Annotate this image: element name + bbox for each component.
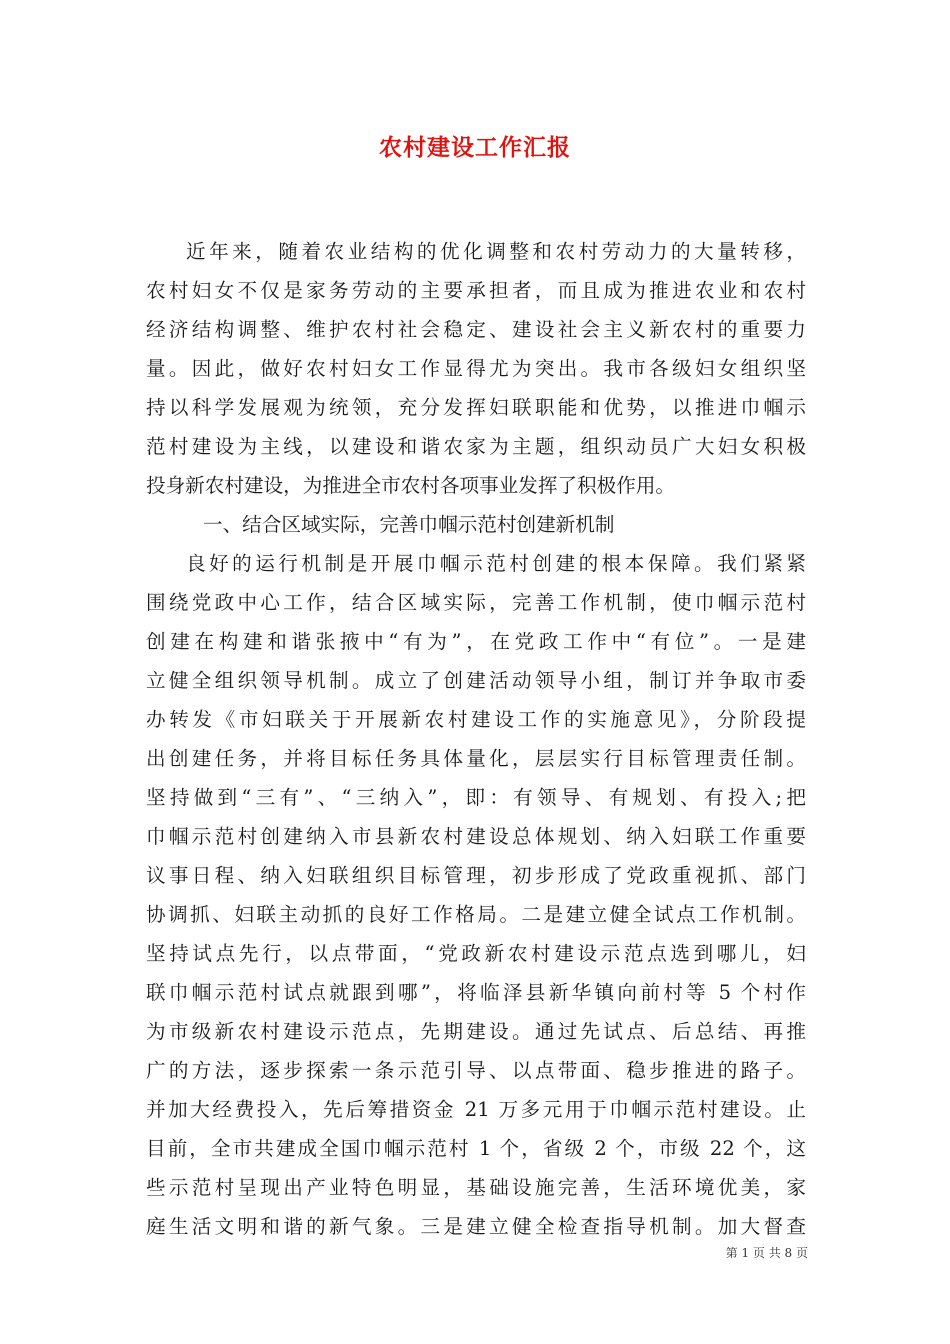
page-number: 第 1 页 共 8 页 — [725, 1246, 808, 1260]
paragraph-line: 投身新农村建设，为推进全市农村各项事业发挥了积极作用。 — [146, 474, 676, 497]
paragraph-line: 协调抓、妇联主动抓的良好工作格局。二是建立健全试点工作机制。 — [146, 903, 806, 926]
paragraph-line: 办转发《市妇联关于开展新农村建设工作的实施意见》，分阶段提 — [146, 708, 806, 731]
paragraph-line: 农村妇女不仅是家务劳动的主要承担者，而且成为推进农业和农村 — [146, 279, 806, 302]
paragraph-line: 持以科学发展观为统领，充分发挥妇联职能和优势，以推进巾帼示 — [146, 396, 806, 419]
paragraph-line: 巾帼示范村创建纳入市县新农村建设总体规划、纳入妇联工作重要 — [146, 825, 806, 848]
paragraph-line: 经济结构调整、维护农村社会稳定、建设社会主义新农村的重要力 — [146, 318, 806, 341]
paragraph-line: 范村建设为主线，以建设和谐农家为主题，组织动员广大妇女积极 — [146, 435, 806, 458]
paragraph-line: 近年来，随着农业结构的优化调整和农村劳动力的大量转移， — [186, 240, 806, 263]
paragraph-line: 量。因此，做好农村妇女工作显得尤为突出。我市各级妇女组织坚 — [146, 357, 806, 380]
paragraph-line: 庭生活文明和谐的新气象。三是建立健全检查指导机制。加大督查 — [146, 1215, 806, 1238]
paragraph-line: 并加大经费投入，先后筹措资金 21 万多元用于巾帼示范村建设。止 — [146, 1098, 806, 1121]
paragraph-line: 议事日程、纳入妇联组织目标管理，初步形成了党政重视抓、部门 — [146, 864, 806, 887]
paragraph-line: 围绕党政中心工作，结合区域实际，完善工作机制，使巾帼示范村 — [146, 591, 806, 614]
document-title: 农村建设工作汇报 — [379, 134, 571, 161]
paragraph-line: 创建在构建和谐张掖中“有为”，在党政工作中“有位”。一是建 — [146, 630, 806, 653]
paragraph-line: 良好的运行机制是开展巾帼示范村创建的根本保障。我们紧紧 — [186, 552, 806, 575]
paragraph-line: 广的方法，逐步探索一条示范引导、以点带面、稳步推进的路子。 — [146, 1059, 806, 1082]
paragraph-line: 联巾帼示范村试点就跟到哪”，将临泽县新华镇向前村等 5 个村作 — [146, 981, 806, 1004]
paragraph-line: 些示范村呈现出产业特色明显，基础设施完善，生活环境优美，家 — [146, 1176, 806, 1199]
paragraph-line: 坚持做到“三有”、“三纳入”，即：有领导、有规划、有投入;把 — [146, 786, 806, 809]
paragraph-line: 坚持试点先行，以点带面，“党政新农村建设示范点选到哪儿，妇 — [146, 942, 806, 965]
paragraph-line: 为市级新农村建设示范点，先期建设。通过先试点、后总结、再推 — [146, 1020, 806, 1043]
paragraph-line: 出创建任务，并将目标任务具体量化，层层实行目标管理责任制。 — [146, 747, 806, 770]
section-heading: 一、结合区域实际，完善巾帼示范村创建新机制 — [203, 513, 615, 536]
paragraph-line: 目前，全市共建成全国巾帼示范村 1 个，省级 2 个，市级 22 个，这 — [146, 1137, 806, 1160]
paragraph-line: 立健全组织领导机制。成立了创建活动领导小组，制订并争取市委 — [146, 669, 806, 692]
